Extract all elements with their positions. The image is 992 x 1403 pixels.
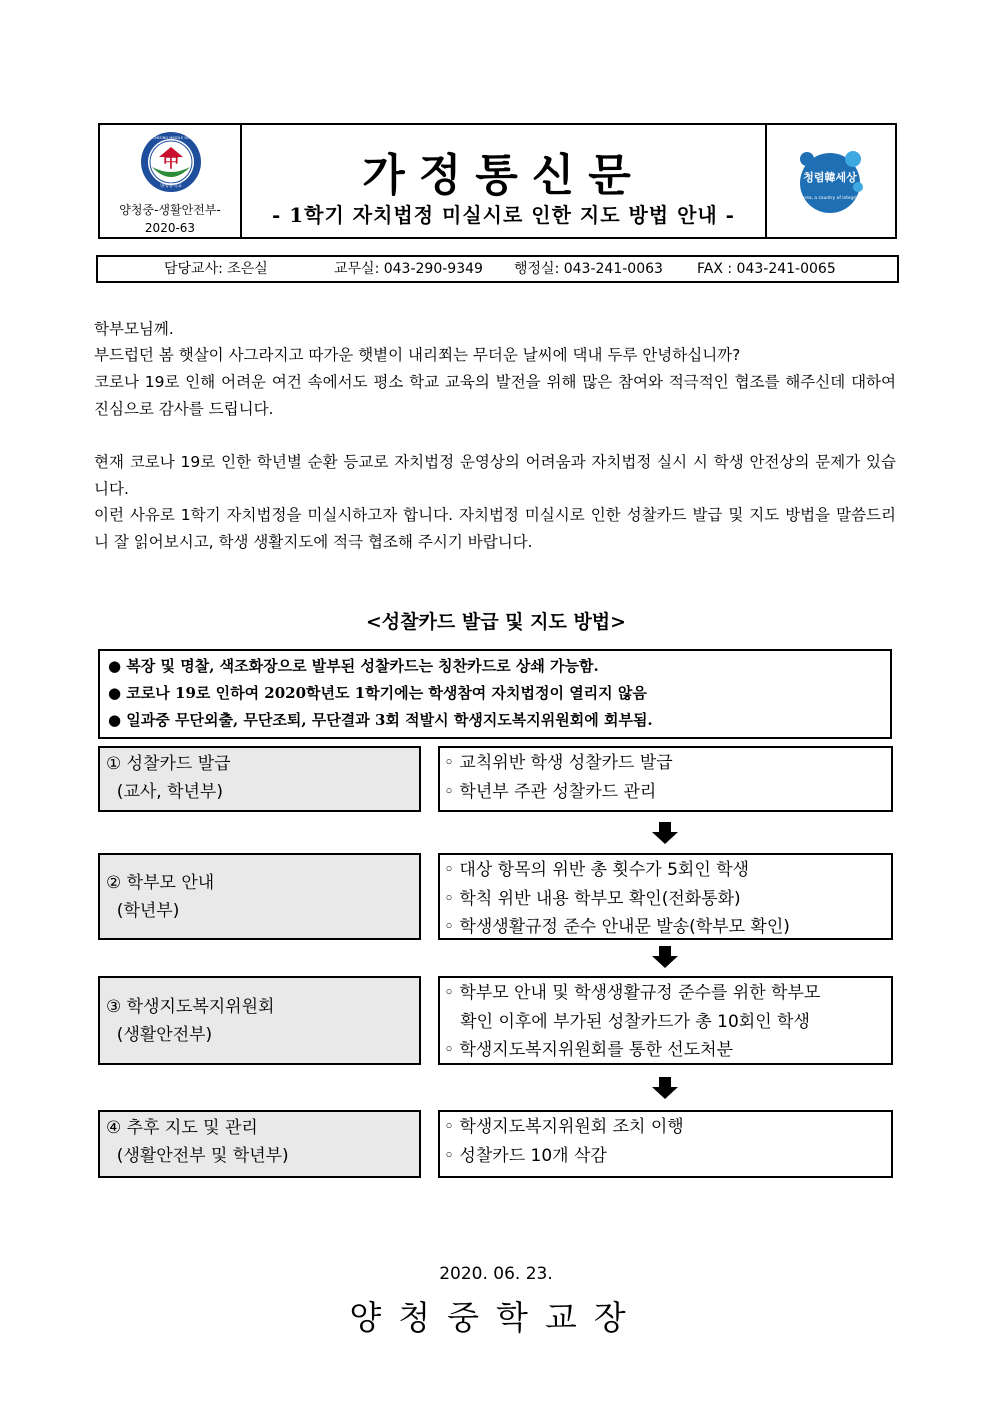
step-2-details [438,853,893,940]
document-number: 2020-63 [144,221,196,235]
step-detail: ◦ 성찰카드 10개 삭감 [444,1145,607,1166]
step-title: ④ 추후 지도 및 관리 [106,1118,258,1138]
office-phone: 교무실: 043-290-9349 [334,261,483,277]
header-right-cell [765,125,895,237]
integrity-logo-subtext: Korea, a country of integrity [799,196,861,201]
integrity-logo-text: 청렴韓세상 [803,171,857,184]
notice-item: ● 일과중 무단외출, 무단조퇴, 무단결과 3회 적발시 학생지도복지위원회에 회부됨. [108,711,653,729]
step-owner: (생활안전부) [106,1025,213,1045]
step-4-details [438,1110,893,1178]
paragraph-2: 코로나 19로 인해 어려운 여건 속에서도 평소 학교 교육의 발전을 위해 많은 참여와 적극적인 협조를 해주신데 대하여 진심으로 감사를 드립니다. [94,373,896,418]
principal-signature: 양청중학교장 [349,1298,643,1337]
step-title: ③ 학생지도복지위원회 [106,997,275,1017]
arrow-down-icon [652,946,678,968]
step-detail: ◦ 대상 항목의 위반 총 횟수가 5회인 학생 [444,860,749,880]
step-detail: ◦ 학생생활규정 준수 안내문 발송(학부모 확인) [444,917,790,937]
step-3-details [438,976,893,1065]
admin-phone: 행정실: 043-241-0063 [514,261,663,277]
step-title: ① 성찰카드 발급 [106,754,231,774]
notice-item: ● 복장 및 명찰, 색조화장으로 발부된 성찰카드는 칭찬카드로 상쇄 가능함. [108,657,599,675]
step-detail: ◦ 학생지도복지위원회 조치 이행 [444,1117,684,1137]
step-title: ② 학부모 안내 [106,873,215,893]
step-detail: ◦ 학부모 안내 및 학생생활규정 준수를 위한 학부모 [444,983,821,1003]
school-logo-icon [140,131,202,193]
paragraph-1: 부드럽던 봄 햇살이 사그라지고 따가운 햇볕이 내리쬐는 무더운 날씨에 댁내 두루 안녕하십니까? [94,346,741,364]
logo-bottom-text: 양청중학교 [160,184,182,189]
page-title: 가정통신문 [362,150,645,201]
step-4-box [98,1110,421,1178]
notice-item: ● 코로나 19로 인하여 2020학년도 1학기에는 학생참여 자치법정이 열리지 않음 [108,684,647,702]
header-box [98,123,897,239]
logo-ring-text: YANGCHEONG MIDDLE SCHOOL [142,136,200,140]
step-detail: 확인 이후에 부가된 성찰카드가 총 10회인 학생 [444,1011,810,1032]
step-detail: ◦ 학생지도복지위원회를 통한 선도처분 [444,1040,733,1060]
step-1-box [98,746,421,812]
issue-date: 2020. 06. 23. [439,1264,553,1284]
arrow-down-icon [652,1077,678,1099]
paragraph-4: 이런 사유로 1학기 자치법정을 미실시하고자 합니다. 자치법정 미실시로 인한 성찰카드 발급 및 지도 방법을 말씀드리니 잘 읽어보시고, 학생 생활지도에 적극 협조해 주시기 바랍니다. [94,506,896,551]
step-owner: (학년부) [106,901,180,921]
step-detail: ◦ 학칙 위반 내용 학부모 확인(전화통화) [444,888,741,909]
greeting: 학부모님께. [94,320,174,338]
paragraph-3: 현재 코로나 19로 인한 학년별 순환 등교로 자치법정 운영상의 어려움과 자치법정 실시 시 학생 안전상의 문제가 있습니다. [94,453,896,498]
step-1-details [438,746,893,812]
teacher-contact: 담당교사: 조은실 [164,261,268,277]
notice-box [98,649,892,739]
page-subtitle: - 1학기 자치법정 미실시로 인한 지도 방법 안내 - [272,203,735,227]
arrow-down-icon [652,822,678,844]
step-detail: ◦ 학년부 주관 성찰카드 관리 [444,781,657,802]
department-label: 양청중-생활안전부- [119,203,221,217]
step-owner: (교사, 학년부) [106,782,223,802]
step-2-box [98,853,421,940]
step-detail: ◦ 교칙위반 학생 성찰카드 발급 [444,753,673,773]
logo-center-text: 中 [162,152,180,171]
integrity-logo-icon [791,143,869,221]
step-owner: (생활안전부 및 학년부) [106,1146,289,1166]
fax-number: FAX : 043-241-0065 [697,261,836,277]
section-title: <성찰카드 발급 및 지도 방법> [365,611,627,633]
contact-bar [96,255,899,283]
step-3-box [98,976,421,1065]
header-left-cell [100,125,242,237]
